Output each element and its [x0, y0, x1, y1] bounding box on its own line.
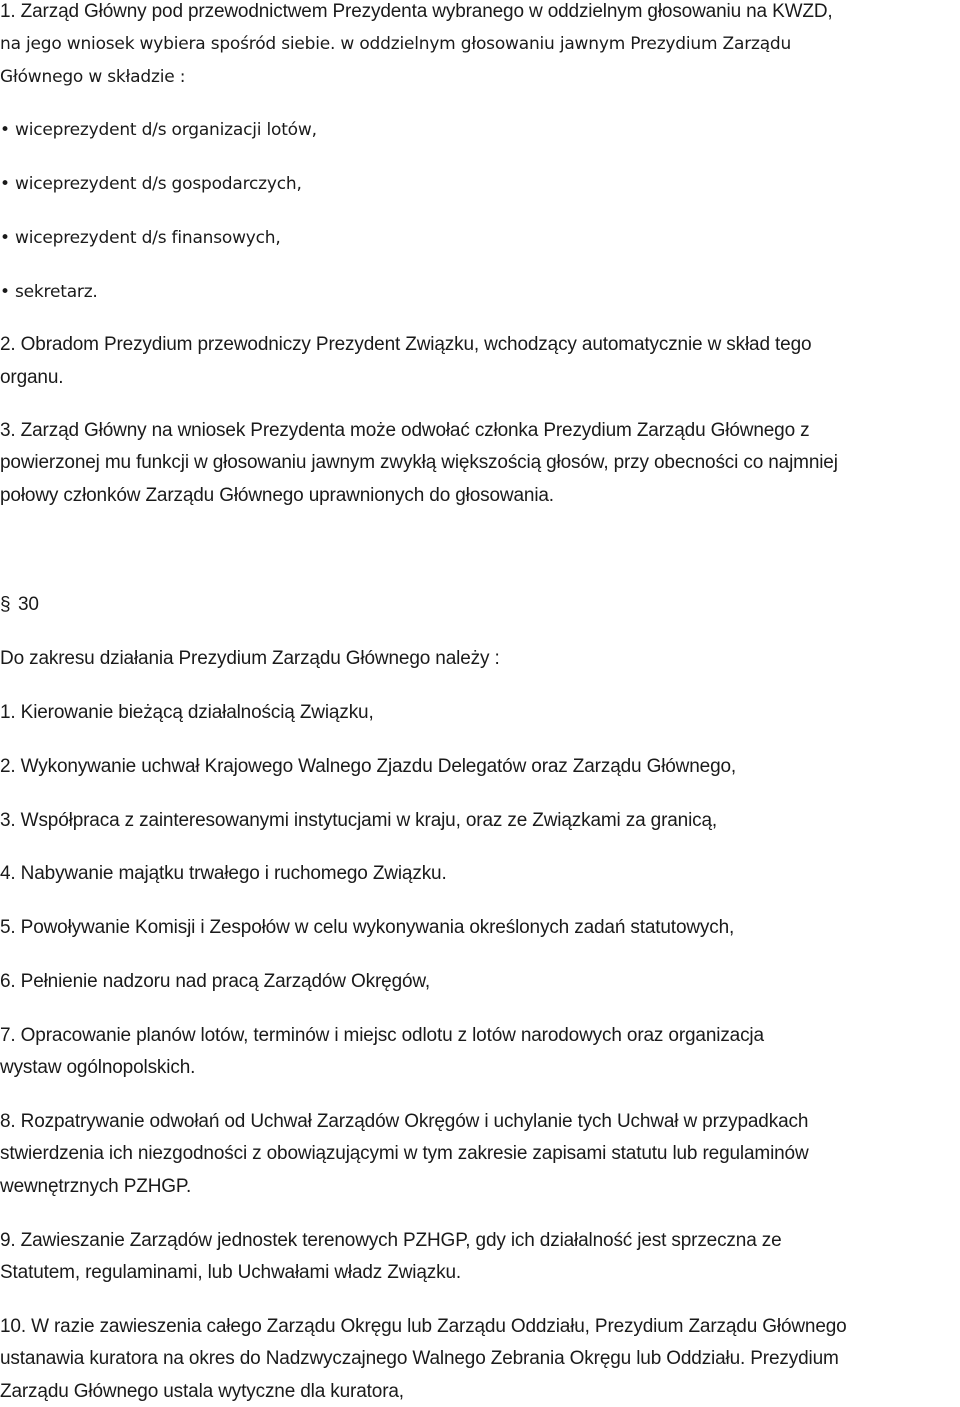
point-3-line-3: połowy członków Zarządu Głównego uprawnionych do głosowania.: [0, 485, 554, 506]
bullet-item: [0, 118, 317, 142]
list-item-8-line-3: wewnętrznych PZHGP.: [0, 1176, 192, 1197]
point-3-line-2: powierzonej mu funkcji w głosowaniu jawnym zwykłą większością głosów, przy obecności co najmniej: [0, 452, 838, 473]
bullet-marker: •: [0, 174, 10, 194]
bullet-marker: •: [0, 228, 10, 248]
section-symbol: §: [0, 594, 11, 615]
list-item-9-line-2: Statutem, regulaminami, lub Uchwałami władz Związku.: [0, 1262, 462, 1283]
paragraph-1-line-3: Głównego w składzie :: [0, 67, 186, 87]
bullet-marker: •: [0, 120, 10, 140]
bullet-text: wiceprezydent d/s finansowych,: [15, 228, 281, 248]
section-number: 30: [18, 594, 39, 615]
bullet-item: [0, 226, 281, 250]
bullet-item: [0, 172, 302, 196]
list-item-10-line-2: ustanawia kuratora na okres do Nadzwyczajnego Walnego Zebrania Okręgu lub Oddziału. Prezydium: [0, 1348, 839, 1369]
list-item-7-line-2: wystaw ogólnopolskich.: [0, 1057, 196, 1078]
list-item-4: 4. Nabywanie majątku trwałego i ruchomego Związku.: [0, 863, 447, 884]
list-item-6: 6. Pełnienie nadzoru nad pracą Zarządów Okręgów,: [0, 971, 431, 992]
list-item-2: 2. Wykonywanie uchwał Krajowego Walnego Zjazdu Delegatów oraz Zarządu Głównego,: [0, 756, 737, 777]
bullet-text: wiceprezydent d/s gospodarczych,: [15, 174, 302, 194]
bullet-item: [0, 280, 98, 304]
bullet-marker: •: [0, 282, 10, 302]
list-item-9-line-1: 9. Zawieszanie Zarządów jednostek terenowych PZHGP, gdy ich działalność jest sprzeczna ze: [0, 1230, 782, 1251]
list-item-1: 1. Kierowanie bieżącą działalnością Związku,: [0, 702, 374, 723]
bullet-text: sekretarz.: [15, 282, 98, 302]
list-item-10-line-1: 10. W razie zawieszenia całego Zarządu Okręgu lub Zarządu Oddziału, Prezydium Zarządu Głównego: [0, 1316, 847, 1337]
list-item-10-line-3: Zarządu Głównego ustala wytyczne dla kuratora,: [0, 1381, 404, 1402]
point-2-line-1: 2. Obradom Prezydium przewodniczy Prezydent Związku, wchodzący automatycznie w skład tego: [0, 334, 812, 355]
point-3-line-1: 3. Zarząd Główny na wniosek Prezydenta może odwołać członka Prezydium Zarządu Głównego z: [0, 420, 810, 441]
paragraph-1-line-2: na jego wniosek wybiera spośród siebie. w oddzielnym głosowaniu jawnym Prezydium Zarządu: [0, 34, 792, 54]
bullet-text: wiceprezydent d/s organizacji lotów,: [15, 120, 317, 140]
list-item-7-line-1: 7. Opracowanie planów lotów, terminów i miejsc odlotu z lotów narodowych oraz organizacja: [0, 1025, 764, 1046]
list-item-8-line-1: 8. Rozpatrywanie odwołań od Uchwał Zarządów Okręgów i uchylanie tych Uchwał w przypadkach: [0, 1111, 809, 1132]
section-heading: [0, 593, 39, 617]
list-item-3: 3. Współpraca z zainteresowanymi instytucjami w kraju, oraz ze Związkami za granicą,: [0, 810, 718, 831]
list-item-5: 5. Powoływanie Komisji i Zespołów w celu wykonywania określonych zadań statutowych,: [0, 917, 735, 938]
paragraph-1-line-1: 1. Zarząd Główny pod przewodnictwem Prezydenta wybranego w oddzielnym głosowaniu na KWZD,: [0, 1, 833, 22]
section-intro: Do zakresu działania Prezydium Zarządu Głównego należy :: [0, 648, 500, 669]
list-item-8-line-2: stwierdzenia ich niezgodności z obowiązującymi w tym zakresie zapisami statutu lub regulaminów: [0, 1143, 809, 1164]
point-2-line-2: organu.: [0, 367, 64, 388]
